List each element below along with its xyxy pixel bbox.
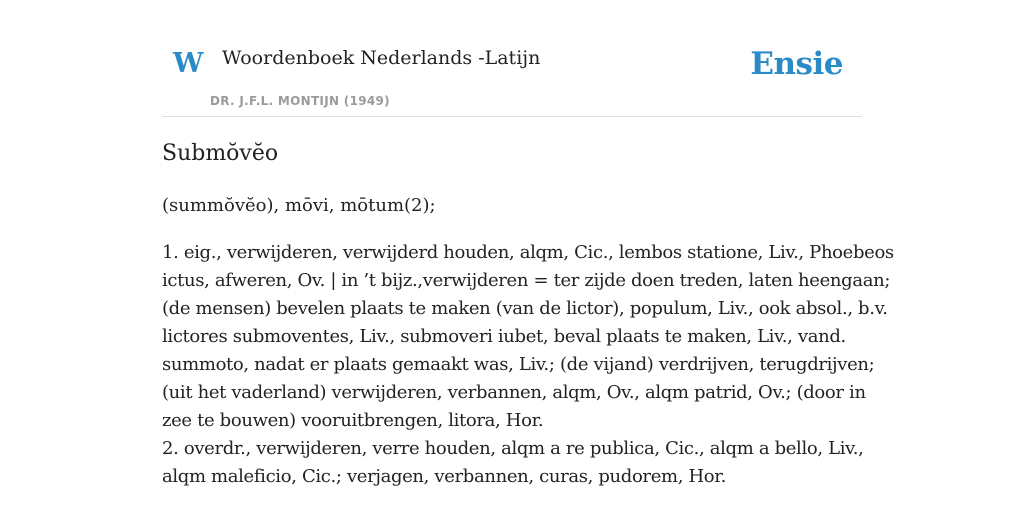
- definition-line: zee te bouwen) vooruitbrengen, litora, Hor.: [162, 410, 544, 431]
- definition-line: 1. eig., verwijderen, verwijderd houden, alqm, Cic., lembos statione, Liv., Phoebeos: [162, 242, 894, 263]
- definition-line: alqm maleficio, Cic.; verjagen, verbannen, curas, pudorem, Hor.: [162, 466, 726, 487]
- dictionary-author: DR. J.F.L. MONTIJN (1949): [210, 94, 390, 108]
- entry-forms: (summŏvĕo), mōvi, mōtum(2);: [162, 195, 436, 216]
- entry-headword: Submŏvĕo: [162, 141, 279, 166]
- definition-line: ictus, afweren, Ov. | in ’t bijz.,verwijderen = ter zijde doen treden, laten heengaan;: [162, 270, 891, 291]
- definition-line: lictores submoventes, Liv., submoveri iubet, beval plaats te maken, Liv., vand.: [162, 326, 846, 347]
- entry-card: [162, 0, 894, 487]
- dictionary-header: [162, 0, 862, 117]
- definition-line: 2. overdr., verwijderen, verre houden, alqm a re publica, Cic., alqm a bello, Liv.,: [162, 438, 864, 459]
- dictionary-logo[interactable]: W: [173, 48, 204, 79]
- entry-definition: [162, 239, 894, 491]
- definition-line: summoto, nadat er plaats gemaakt was, Liv.; (de vijand) verdrijven, terugdrijven;: [162, 354, 875, 375]
- ensie-brand-logo[interactable]: Ensie: [750, 46, 843, 82]
- definition-line: (uit het vaderland) verwijderen, verbannen, alqm, Ov., alqm patrid, Ov.; (door in: [162, 382, 866, 403]
- dictionary-title-link[interactable]: Woordenboek Nederlands -Latijn: [222, 47, 541, 69]
- definition-line: (de mensen) bevelen plaats te maken (van de lictor), populum, Liv., ook absol., b.v.: [162, 298, 888, 319]
